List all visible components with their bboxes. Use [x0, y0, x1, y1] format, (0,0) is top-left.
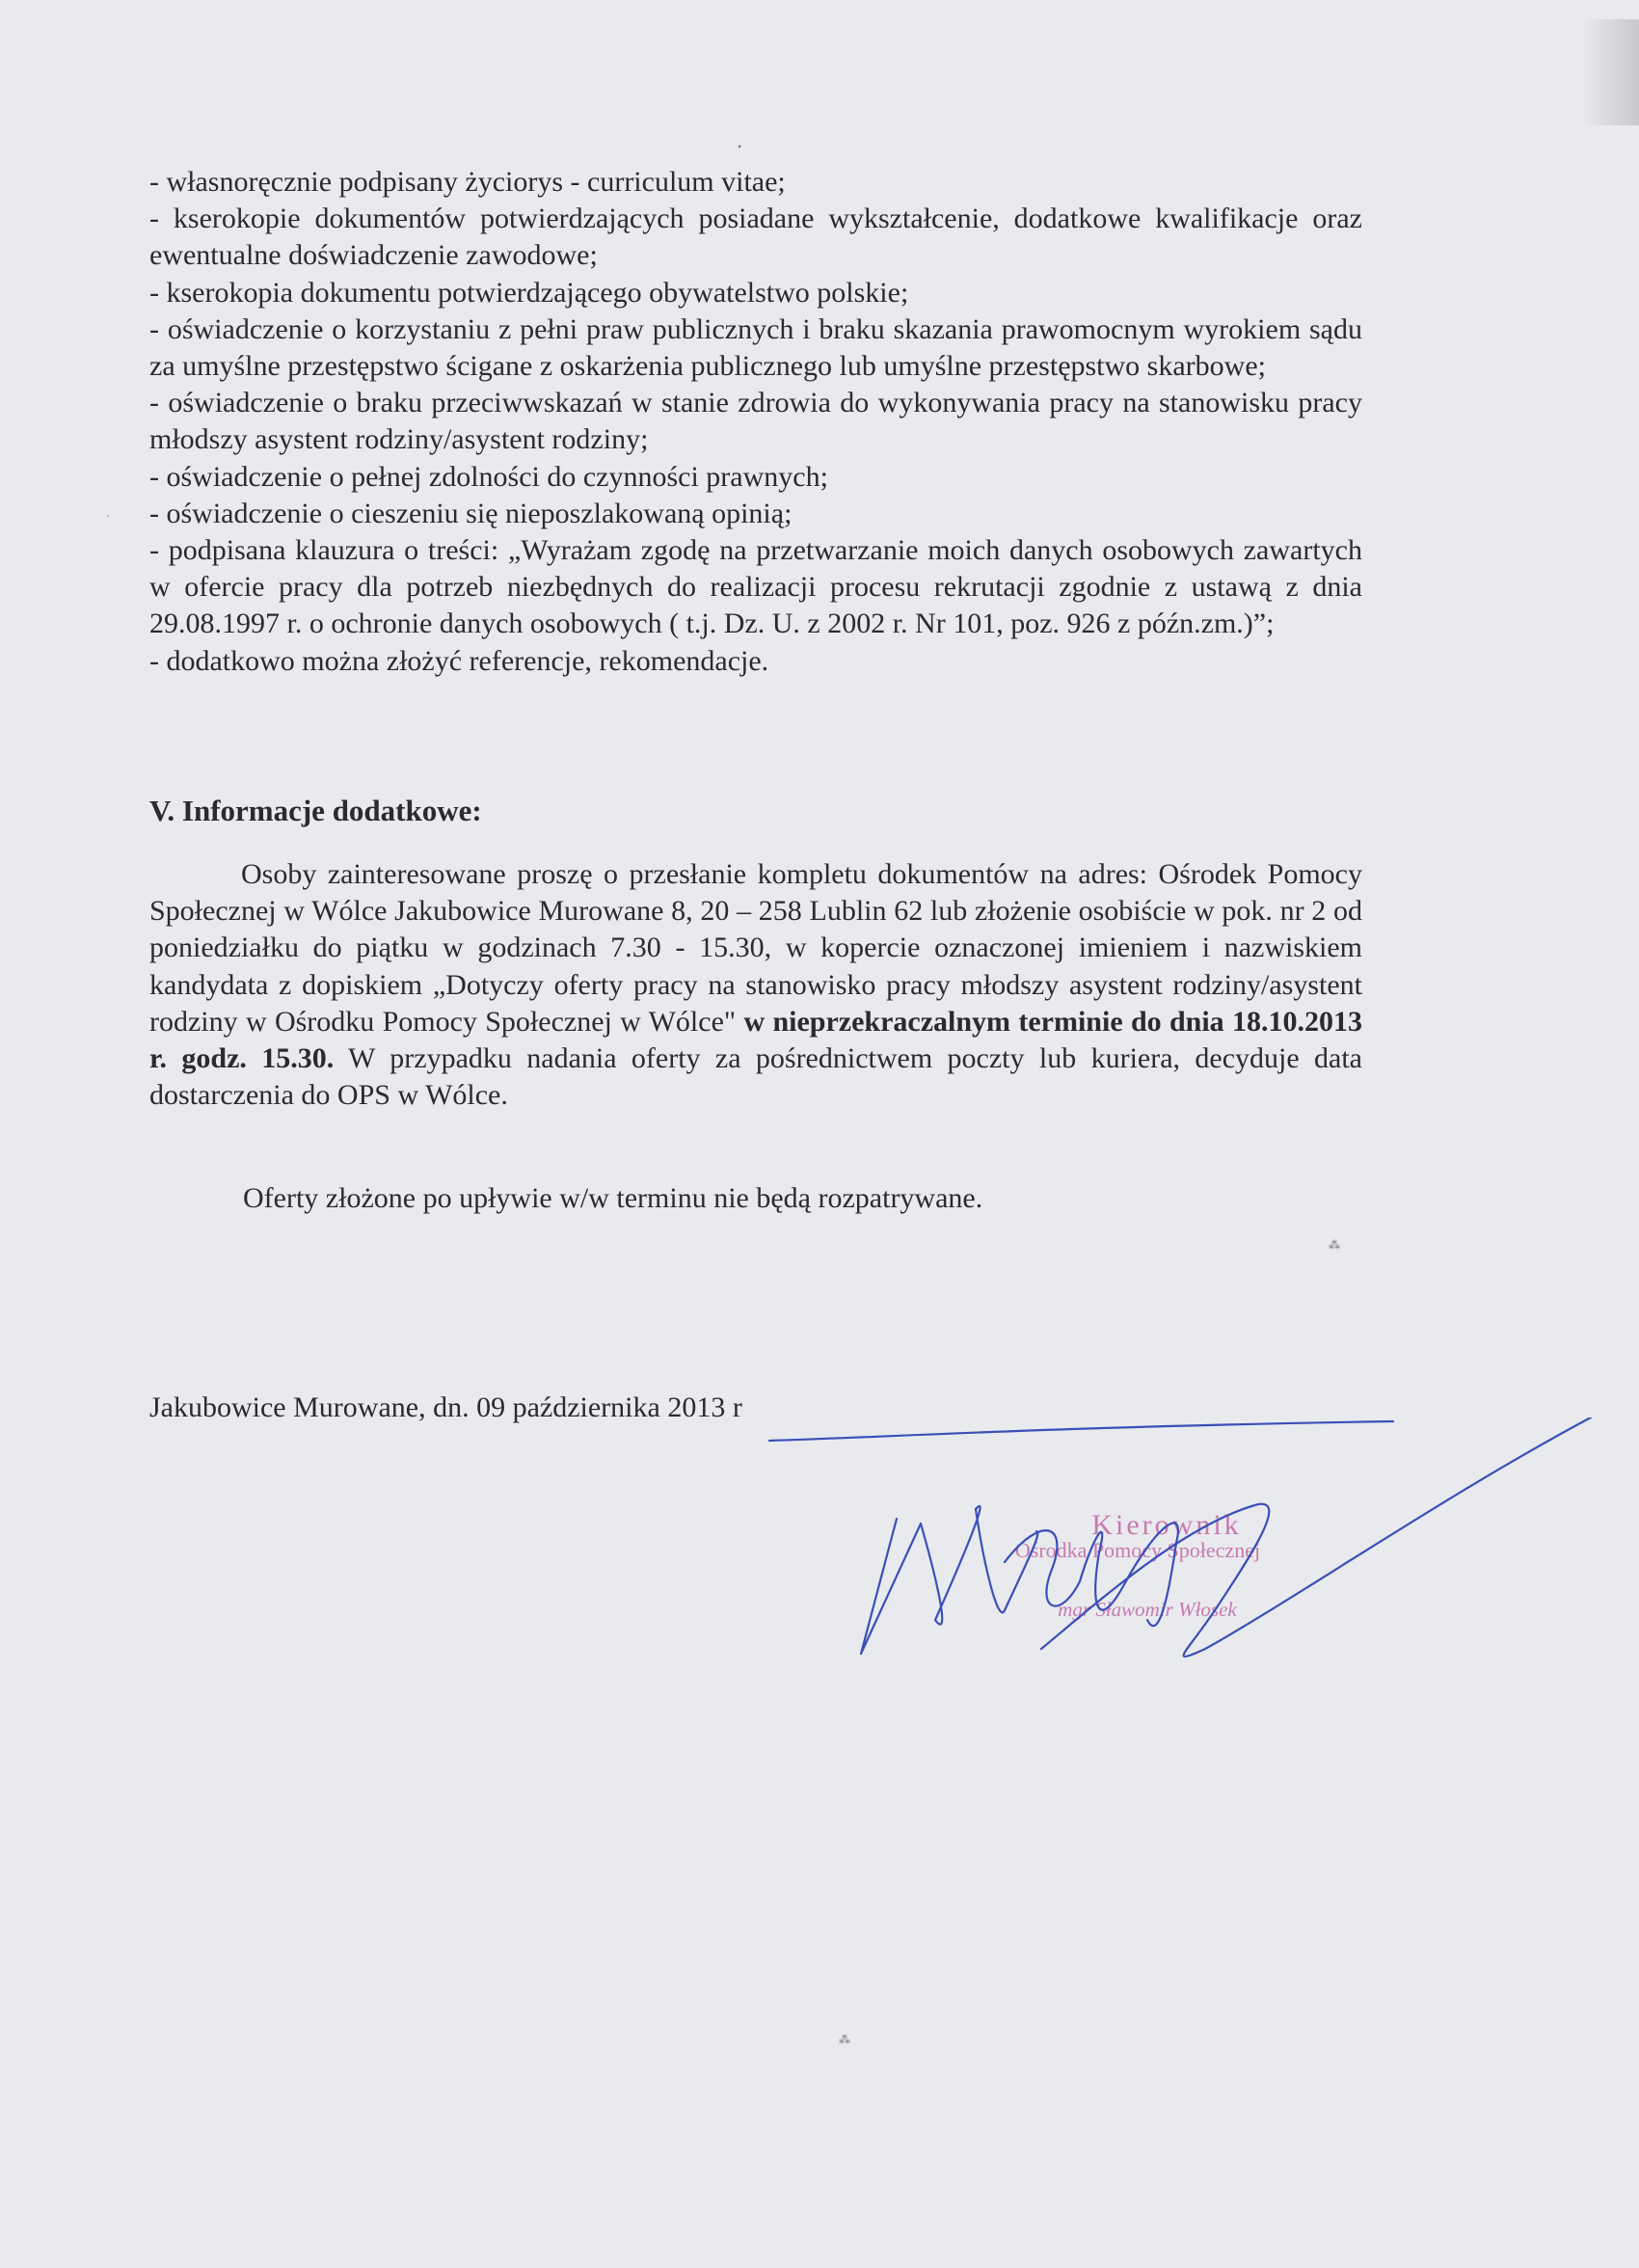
list-item: - kserokopia dokumentu potwierdzającego obywatelstwo polskie;: [149, 276, 909, 309]
closing-sentence: Oferty złożone po upływie w/w terminu nie będą rozpatrywane.: [243, 1182, 983, 1214]
list-item: - oświadczenie o pełnej zdolności do czynności prawnych;: [149, 460, 828, 493]
list-item: - kserokopie dokumentów potwierdzających posiadane wykształcenie, dodatkowe kwalifikacje oraz ewentualne doświadczenie zawodowe;: [149, 202, 1362, 272]
list-item: - oświadczenie o braku przeciwwskazań w stanie zdrowia do wykonywania pracy na stanowisku pracy młodszy asystent rodziny/asystent rodziny;: [149, 387, 1362, 456]
deadline-text: w nieprzekraczalnym terminie do dnia 18.10.2013 r. godz. 15.30.: [149, 1005, 1362, 1075]
stamp-title: Kierownik: [1091, 1509, 1242, 1541]
section-heading: V. Informacje dodatkowe:: [149, 794, 482, 827]
list-item: - podpisana klauzura o treści: „Wyrażam zgodę na przetwarzanie moich danych osobowych zawartych w ofercie pracy dla potrzeb niezbędnych do realizacji procesu rekrutacji zgodnie z ustawą z dnia 29.08.1997 r. o ochronie danych osobowych ( t.j. Dz. U. z 2002 r. Nr 101, poz. 926 z późn.zm.)”;: [149, 534, 1362, 640]
scan-edge-shadow: [1581, 19, 1639, 125]
paragraph-text: Osoby zainteresowane proszę o przesłanie kompletu dokumentów na adres: Ośrodek Pomocy Społecznej w Wólce Jakubowice Murowane 8, 20 – 258 Lublin 62 lub złożenie osobiście w pok. nr 2 od poniedziałku do piątku w godzinach 7.30 - 15.30, w kopercie oznaczonej imieniem i nazwiskiem kandydata z dopiskiem „Dotyczy oferty pracy na stanowisko pracy młodszy asystent rodziny/asystent rodziny w Ośrodku Pomocy Społecznej w Wólce": [149, 858, 1362, 1038]
scan-speck: ·: [106, 509, 110, 523]
list-item: - oświadczenie o cieszeniu się nieposzlakowaną opinią;: [149, 497, 793, 529]
stamp-institution: Ośrodka Pomocy Społecznej: [1014, 1538, 1261, 1562]
scan-speck: ⁂: [1329, 1238, 1340, 1252]
paragraph-text-end: W przypadku nadania oferty za pośrednictwem poczty lub kuriera, decyduje data dostarczenia do OPS w Wólce.: [149, 1042, 1363, 1112]
place-and-date: Jakubowice Murowane, dn. 09 października 2013 r: [149, 1391, 742, 1423]
handwritten-signature: [752, 1418, 1600, 1688]
list-item: - dodatkowo można złożyć referencje, rekomendacje.: [149, 644, 769, 677]
info-paragraph: [149, 856, 1362, 1114]
scan-speck: ⁂: [839, 2033, 850, 2046]
scan-speck: •: [738, 140, 742, 153]
list-item: - oświadczenie o korzystaniu z pełni praw publicznych i braku skazania prawomocnym wyrokiem sądu za umyślne przestępstwo ścigane z oskarżenia publicznego lub umyślne przestępstwo skarbowe;: [149, 312, 1362, 383]
list-item: - własnoręcznie podpisany życiorys - curriculum vitae;: [149, 166, 786, 198]
stamp-name: mgr Sławomir Włosek: [1058, 1598, 1237, 1621]
requirements-list: [149, 164, 1362, 680]
